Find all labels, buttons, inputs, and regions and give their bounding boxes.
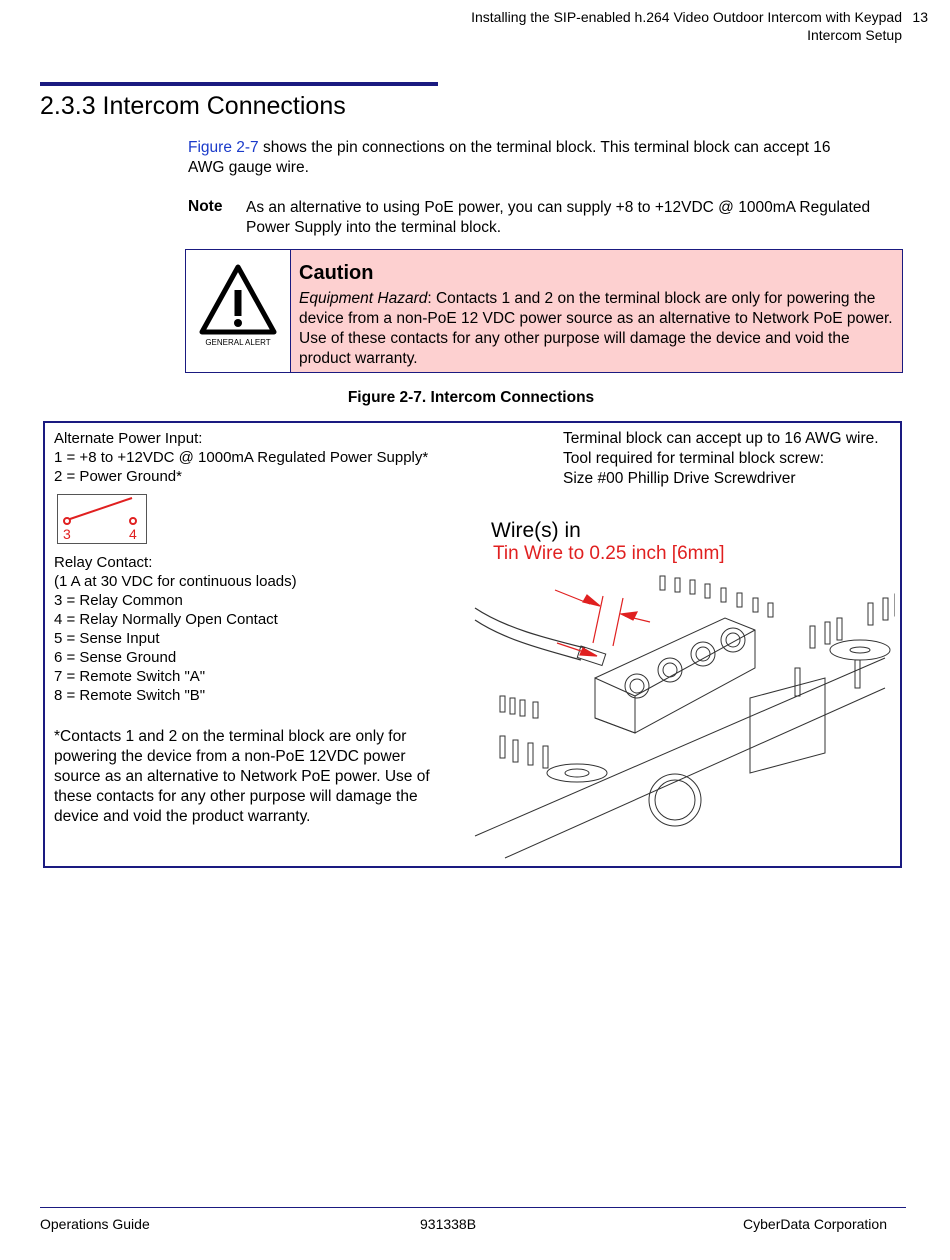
info-line: Tool required for terminal block screw:	[563, 450, 825, 467]
relay-line: 3 = Relay Common	[54, 592, 183, 609]
footer-doc-title: Operations Guide	[40, 1216, 150, 1232]
relay-diagram	[57, 494, 147, 544]
hazard-label: Equipment Hazard	[299, 290, 428, 307]
page-number: 13	[912, 9, 928, 25]
relay-line: 4 = Relay Normally Open Contact	[54, 611, 278, 628]
intro-text: shows the pin connections on the terminal block. This terminal block can accept 16 AWG gauge wire.	[188, 139, 831, 176]
power-line: Alternate Power Input:	[54, 430, 203, 447]
figure-footnote: *Contacts 1 and 2 on the terminal block are only for powering the device from a non-PoE 12VDC power source as an alternative to Network PoE power. Use of these contacts for any other purpose will damage the device and void the product warranty.	[54, 728, 430, 825]
power-line: 1 = +8 to +12VDC @ 1000mA Regulated Power Supply*	[54, 449, 429, 466]
tin-wire-label: Tin Wire to 0.25 inch [6mm]	[493, 543, 725, 564]
figure-box	[43, 421, 902, 868]
caution-body	[291, 250, 902, 372]
relay-line: 7 = Remote Switch "A"	[54, 668, 206, 685]
caution-text	[299, 289, 894, 369]
figure-caption: Figure 2-7. Intercom Connections	[347, 389, 595, 406]
note-label: Note	[188, 198, 223, 215]
footer-doc-number: 931338B	[420, 1216, 477, 1232]
relay-pin-4: 4	[129, 526, 137, 542]
caution-title: Caution	[299, 262, 374, 284]
relay-line: 8 = Remote Switch "B"	[54, 687, 206, 704]
terminal-block-info	[563, 429, 879, 489]
section-title: 2.3.3 Intercom Connections	[40, 92, 346, 120]
relay-switch-icon	[58, 495, 146, 543]
power-input-text	[54, 429, 428, 486]
caution-box	[185, 249, 903, 373]
relay-line: 6 = Sense Ground	[54, 649, 177, 666]
header-subtitle: Intercom Setup	[807, 27, 902, 43]
info-line: Terminal block can accept up to 16 AWG wire.	[563, 430, 879, 447]
note-text: As an alternative to using PoE power, you can supply +8 to +12VDC @ 1000mA Regulated Power Supply into the terminal block.	[246, 199, 871, 236]
relay-pin-3: 3	[63, 526, 71, 542]
power-line: 2 = Power Ground*	[54, 468, 182, 485]
running-header	[471, 8, 928, 44]
intro-paragraph	[188, 138, 858, 178]
relay-line: 5 = Sense Input	[54, 630, 160, 647]
relay-contact-text	[54, 553, 297, 705]
warning-triangle-icon	[186, 250, 290, 340]
section-title-rule	[40, 82, 438, 86]
header-title: Installing the SIP-enabled h.264 Video Outdoor Intercom with Keypad	[471, 9, 902, 25]
footer-rule	[40, 1207, 906, 1208]
footer-company: CyberData Corporation	[743, 1216, 887, 1232]
caution-description: : Contacts 1 and 2 on the terminal block are only for powering the device from a non-PoE 12 VDC power source as an alternative to Network PoE power. Use of these contacts for any other purpose will damage the device and void the product warranty.	[299, 290, 893, 367]
figure-link[interactable]: Figure 2-7	[188, 139, 259, 156]
wire-in-label: Wire(s) in	[491, 519, 581, 542]
caution-icon-cell	[186, 250, 291, 372]
info-line: Size #00 Phillip Drive Screwdriver	[563, 470, 796, 487]
terminal-block-illustration	[465, 568, 895, 863]
general-alert-label: GENERAL ALERT	[205, 338, 271, 347]
relay-line: (1 A at 30 VDC for continuous loads)	[54, 573, 297, 590]
relay-line: Relay Contact:	[54, 554, 153, 571]
